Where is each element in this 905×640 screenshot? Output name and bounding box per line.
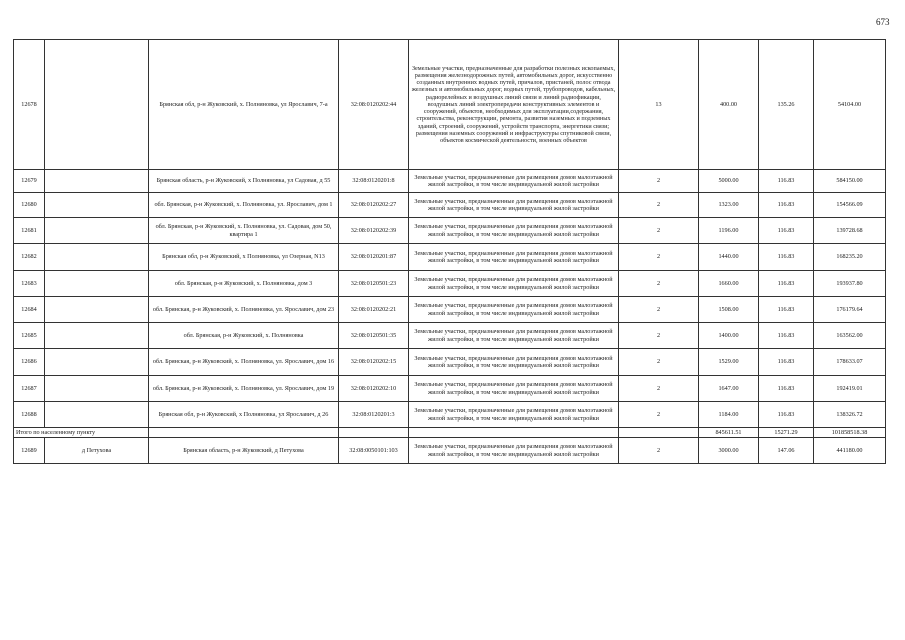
row-address: обл. Брянская, р-н Жуковский, х. Полняновка, ул. Ярославич, дом 19 (149, 376, 339, 402)
row-value: 441180.00 (814, 438, 886, 464)
row-group: 13 (619, 40, 699, 170)
row-number: 12684 (14, 297, 45, 323)
row-address: обл. Брянская, р-н Жуковский, х. Полняновка, ул. Садовая, дом 50, квартира 1 (149, 218, 339, 244)
table-row (14, 438, 886, 464)
row-value: 163562.00 (814, 323, 886, 349)
row-group: 2 (619, 271, 699, 297)
table-row (14, 244, 886, 271)
row-address: обл. Брянская, р-н Жуковский, х. Полняновка, ул. Ярославич, дом 16 (149, 349, 339, 376)
row-group: 2 (619, 218, 699, 244)
row-address: обл. Брянская, р-н Жуковский, х. Полняновка, дом 3 (149, 271, 339, 297)
row-group: 2 (619, 323, 699, 349)
row-land-use: Земельные участки, предназначенные для размещения домов малоэтажной жилой застройки, в том числе индивидуальной жилой застройки (409, 271, 619, 297)
row-land-use: Земельные участки, предназначенные для размещения домов малоэтажной жилой застройки, в том числе индивидуальной жилой застройки (409, 244, 619, 271)
table-row (14, 402, 886, 428)
row-address: обл. Брянская, р-н Жуковский, х. Полняновка, ул. Ярославич, дом 1 (149, 193, 339, 218)
row-area: 1400.00 (699, 323, 759, 349)
settlement-cell (45, 170, 149, 193)
row-land-use: Земельные участки, предназначенные для размещения домов малоэтажной жилой застройки, в том числе индивидуальной жилой застройки (409, 438, 619, 464)
row-value: 138326.72 (814, 402, 886, 428)
row-rate: 116.83 (759, 244, 814, 271)
row-number: 12678 (14, 40, 45, 170)
cadastral-value-table (13, 39, 886, 464)
row-number: 12679 (14, 170, 45, 193)
row-cadastral-number: 32:08:0120201:3 (339, 402, 409, 428)
row-area: 3000.00 (699, 438, 759, 464)
row-group: 2 (619, 170, 699, 193)
row-number: 12681 (14, 218, 45, 244)
total-rate: 15271.29 (759, 428, 814, 438)
row-cadastral-number: 32:08:0120202:15 (339, 349, 409, 376)
settlement-cell (45, 402, 149, 428)
row-cadastral-number: 32:08:0120202:10 (339, 376, 409, 402)
row-cadastral-number: 32:08:0120201:87 (339, 244, 409, 271)
settlement-cell (45, 40, 149, 170)
row-rate: 135.26 (759, 40, 814, 170)
row-value: 193937.80 (814, 271, 886, 297)
row-cadastral-number: 32:08:0120202:27 (339, 193, 409, 218)
row-cadastral-number: 32:08:0120202:21 (339, 297, 409, 323)
row-value: 54104.00 (814, 40, 886, 170)
row-number: 12688 (14, 402, 45, 428)
row-rate: 116.83 (759, 218, 814, 244)
settlement-cell (45, 376, 149, 402)
row-value: 154566.09 (814, 193, 886, 218)
table-row (14, 170, 886, 193)
settlement-total-row (14, 428, 886, 438)
row-rate: 116.83 (759, 297, 814, 323)
row-value: 176179.64 (814, 297, 886, 323)
settlement-cell (45, 193, 149, 218)
row-address: обл. Брянская, р-н Жуковский, х. Полняновка, ул. Ярославич, дом 23 (149, 297, 339, 323)
row-number: 12687 (14, 376, 45, 402)
row-value: 178633.07 (814, 349, 886, 376)
row-land-use: Земельные участки, предназначенные для размещения домов малоэтажной жилой застройки, в том числе индивидуальной жилой застройки (409, 193, 619, 218)
row-rate: 116.83 (759, 323, 814, 349)
row-cadastral-number: 32:08:0120202:39 (339, 218, 409, 244)
row-value: 139728.68 (814, 218, 886, 244)
settlement-name: д Петухова (45, 438, 149, 464)
row-cadastral-number: 32:08:0050101:103 (339, 438, 409, 464)
row-value: 168235.20 (814, 244, 886, 271)
row-number: 12686 (14, 349, 45, 376)
row-rate: 116.83 (759, 170, 814, 193)
table-row (14, 297, 886, 323)
total-value: 101858518.38 (814, 428, 886, 438)
row-rate: 116.83 (759, 271, 814, 297)
row-number: 12685 (14, 323, 45, 349)
row-area: 5000.00 (699, 170, 759, 193)
row-rate: 116.83 (759, 376, 814, 402)
row-land-use: Земельные участки, предназначенные для разработки полезных ископаемых, размещения железнодорожных путей, автомобильных дорог, искусственно созданных внутренних водных путей, причалов, пристаней, полос отвода железных и автомобильных дорог, водных путей, трубопроводов, кабельных, радиорелейных и воздушных линий связи и линий радиофикации, воздушных линий электропередачи конструктивных элементов и сооружений, объектов, необходимых для эксплуатации,содержания, строительства, реконструкции, ремонта, развития наземных и подземных зданий, строений, сооружений, устройств транспорта, энергетики связи; размещения наземных сооружений и инфраструктуры спутниковой связи, объектов космической деятельности, военных объектов (409, 40, 619, 170)
row-group: 2 (619, 349, 699, 376)
row-area: 1647.00 (699, 376, 759, 402)
table-row (14, 193, 886, 218)
row-land-use: Земельные участки, предназначенные для размещения домов малоэтажной жилой застройки, в том числе индивидуальной жилой застройки (409, 349, 619, 376)
row-cadastral-number: 32:08:0120501:35 (339, 323, 409, 349)
settlement-cell (45, 244, 149, 271)
row-group: 2 (619, 402, 699, 428)
row-area: 1660.00 (699, 271, 759, 297)
row-land-use: Земельные участки, предназначенные для размещения домов малоэтажной жилой застройки, в том числе индивидуальной жилой застройки (409, 218, 619, 244)
row-area: 1529.00 (699, 349, 759, 376)
row-address: Брянская область, р-н Жуковский, х Полняновка, ул Садовая, д 55 (149, 170, 339, 193)
row-address: Брянская обл, р-н Жуковский, х. Полняновка, ул Ярославич, 7-а (149, 40, 339, 170)
row-land-use: Земельные участки, предназначенные для размещения домов малоэтажной жилой застройки, в том числе индивидуальной жилой застройки (409, 170, 619, 193)
total-label: Итого по населенному пункту (14, 428, 149, 438)
row-area: 1323.00 (699, 193, 759, 218)
row-land-use: Земельные участки, предназначенные для размещения домов малоэтажной жилой застройки, в том числе индивидуальной жилой застройки (409, 376, 619, 402)
row-address: обл. Брянская, р-н Жуковский, х. Полняновка (149, 323, 339, 349)
row-area: 1440.00 (699, 244, 759, 271)
row-cadastral-number: 32:08:0120501:23 (339, 271, 409, 297)
row-number: 12689 (14, 438, 45, 464)
row-number: 12680 (14, 193, 45, 218)
row-land-use: Земельные участки, предназначенные для размещения домов малоэтажной жилой застройки, в том числе индивидуальной жилой застройки (409, 402, 619, 428)
settlement-cell (45, 271, 149, 297)
row-cadastral-number: 32:08:0120201:8 (339, 170, 409, 193)
row-group: 2 (619, 193, 699, 218)
row-rate: 116.83 (759, 349, 814, 376)
table-body (14, 40, 886, 464)
row-land-use: Земельные участки, предназначенные для размещения домов малоэтажной жилой застройки, в том числе индивидуальной жилой застройки (409, 323, 619, 349)
row-value: 584150.00 (814, 170, 886, 193)
row-number: 12683 (14, 271, 45, 297)
row-land-use: Земельные участки, предназначенные для размещения домов малоэтажной жилой застройки, в том числе индивидуальной жилой застройки (409, 297, 619, 323)
row-number: 12682 (14, 244, 45, 271)
row-group: 2 (619, 244, 699, 271)
row-area: 400.00 (699, 40, 759, 170)
row-cadastral-number: 32:08:0120202:44 (339, 40, 409, 170)
row-address: Брянская обл, р-н Жуковский, х Полняновка, ул Ярославич, д 26 (149, 402, 339, 428)
table-row (14, 323, 886, 349)
total-area: 845611.51 (699, 428, 759, 438)
settlement-cell (45, 323, 149, 349)
row-area: 1508.00 (699, 297, 759, 323)
row-value: 192419.01 (814, 376, 886, 402)
table-row (14, 271, 886, 297)
settlement-cell (45, 218, 149, 244)
row-address: Брянская обл, р-н Жуковский, х Полняновка, ул Озерная, N13 (149, 244, 339, 271)
table-row (14, 40, 886, 170)
row-group: 2 (619, 438, 699, 464)
row-address: Брянская область, р-н Жуковский, д Петухова (149, 438, 339, 464)
row-rate: 116.83 (759, 402, 814, 428)
table-row (14, 349, 886, 376)
row-area: 1196.00 (699, 218, 759, 244)
row-area: 1184.00 (699, 402, 759, 428)
row-group: 2 (619, 297, 699, 323)
table-row (14, 376, 886, 402)
row-rate: 116.83 (759, 193, 814, 218)
settlement-cell (45, 349, 149, 376)
row-rate: 147.06 (759, 438, 814, 464)
table-row (14, 218, 886, 244)
settlement-cell (45, 297, 149, 323)
row-group: 2 (619, 376, 699, 402)
page-number: 673 (876, 17, 890, 27)
